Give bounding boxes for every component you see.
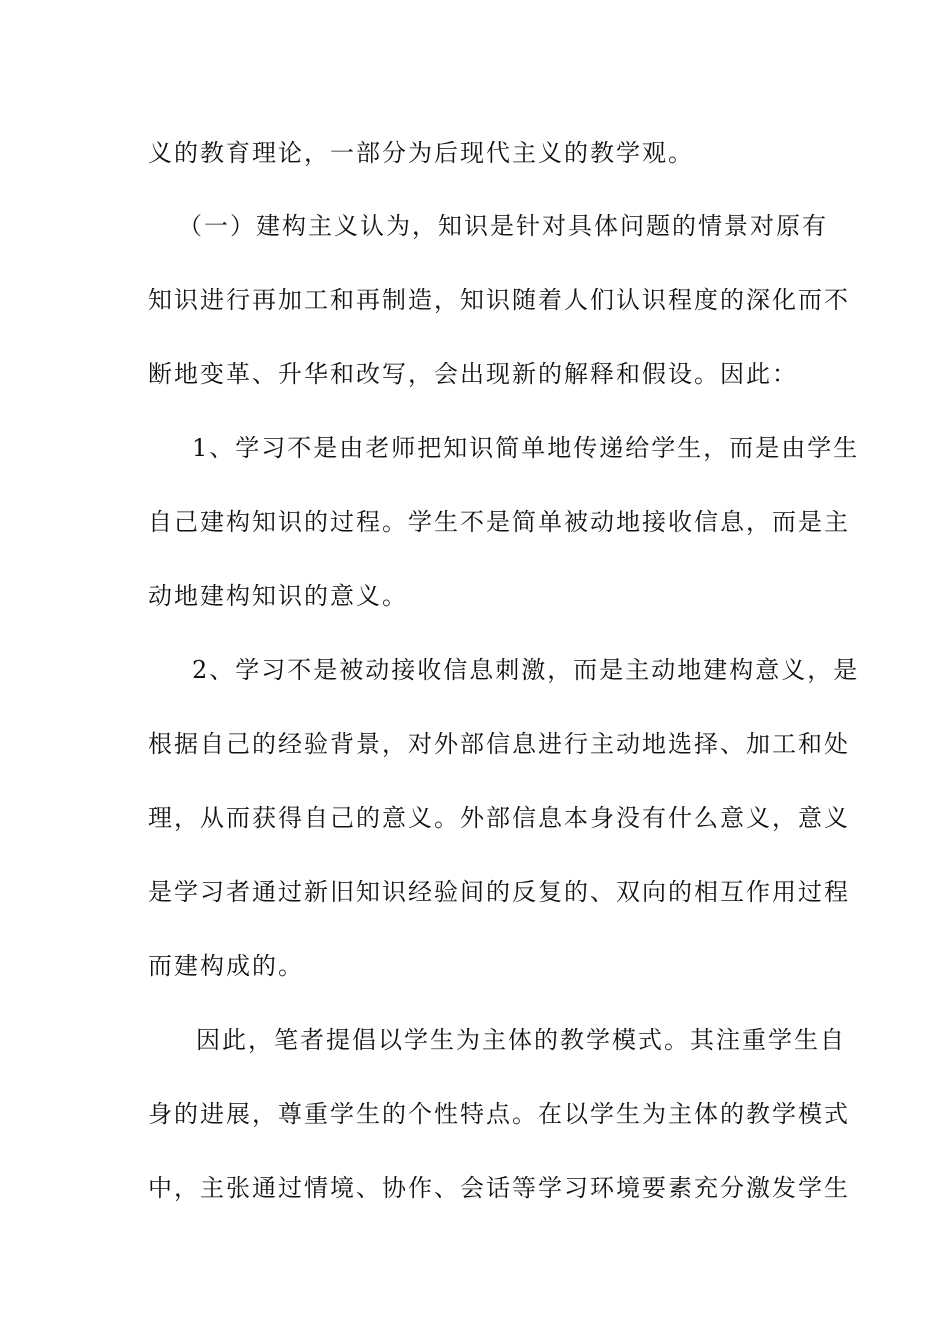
list-item-1-line: 1、学习不是由老师把知识简单地传递给学生，而是由学生 (192, 434, 860, 462)
text-line: 义的教育理论，一部分为后现代主义的教学观。 (148, 139, 694, 167)
text-line: 是学习者通过新旧知识经验间的反复的、双向的相互作用过程 (148, 878, 850, 906)
text-line: 而建构成的。 (148, 952, 304, 980)
text-line: 断地变革、升华和改写，会出现新的解释和假设。因此： (148, 360, 798, 388)
text-line: 自己建构知识的过程。学生不是简单被动地接收信息，而是主 (148, 508, 850, 536)
text-line: 知识进行再加工和再制造，知识随着人们认识程度的深化而不 (148, 286, 850, 314)
paragraph-heading-line: （一）建构主义认为，知识是针对具体问题的情景对原有 (178, 212, 828, 240)
text-line: 身的进展，尊重学生的个性特点。在以学生为主体的教学模式 (148, 1100, 850, 1128)
text-line: 动地建构知识的意义。 (148, 582, 408, 610)
text-line: 根据自己的经验背景，对外部信息进行主动地选择、加工和处 (148, 730, 850, 758)
paragraph-start-line: 因此，笔者提倡以学生为主体的教学模式。其注重学生自 (196, 1026, 846, 1054)
text-line: 中，主张通过情境、协作、会话等学习环境要素充分激发学生 (148, 1174, 850, 1202)
list-item-2-line: 2、学习不是被动接收信息刺激，而是主动地建构意义，是 (192, 656, 860, 684)
text-line: 理，从而获得自己的意义。外部信息本身没有什么意义，意义 (148, 804, 850, 832)
